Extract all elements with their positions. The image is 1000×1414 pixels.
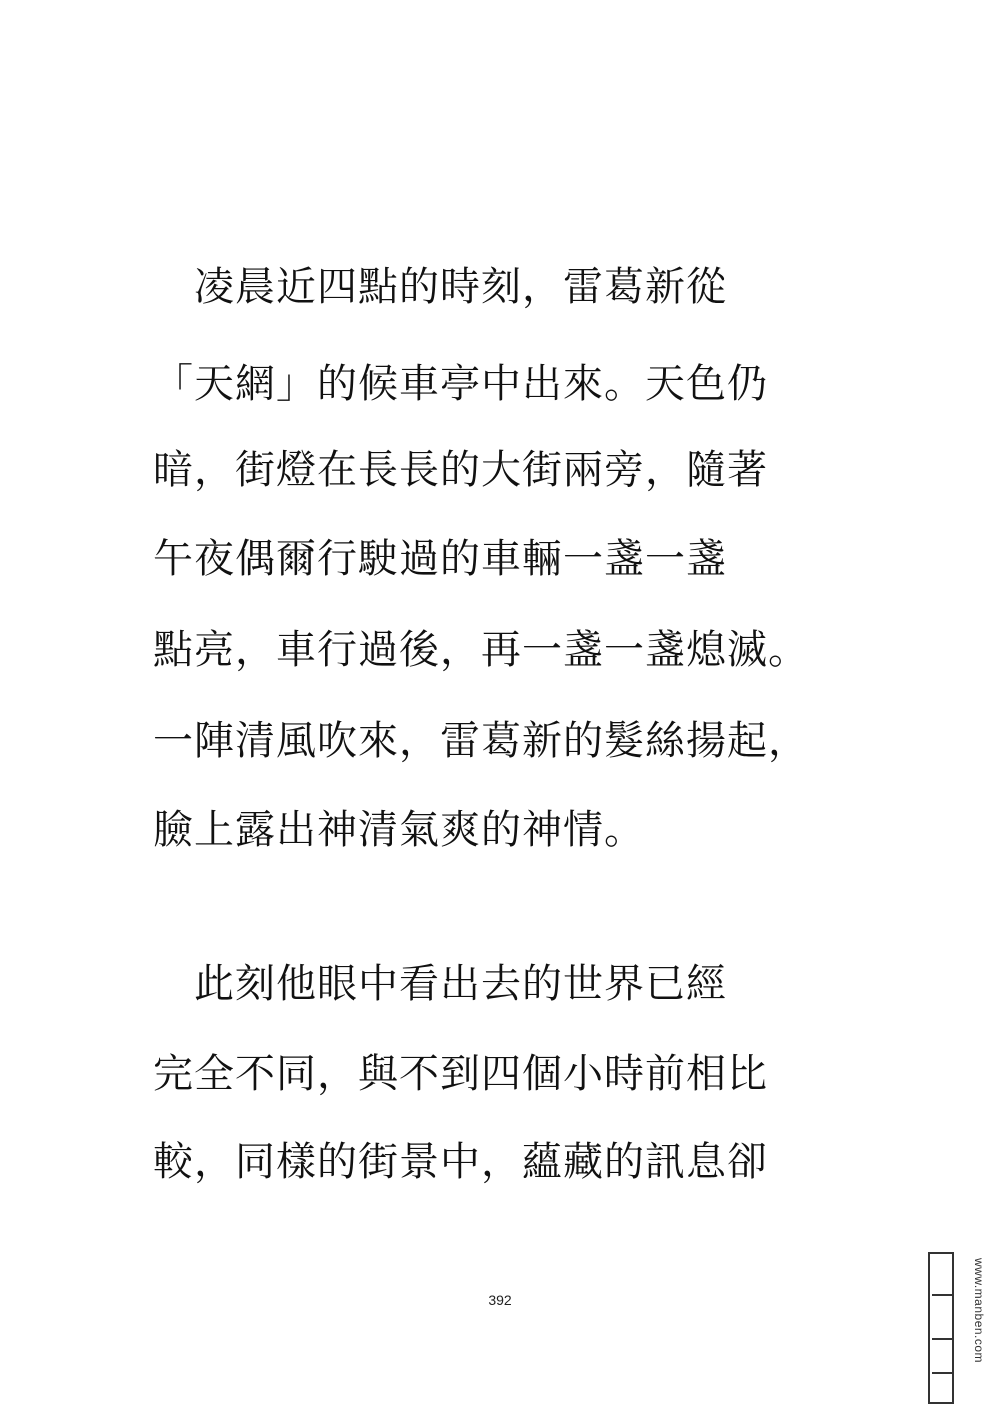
text-line: 較，同樣的街景中，蘊藏的訊息卻 xyxy=(153,1139,768,1185)
text-line: 此刻他眼中看出去的世界已經 xyxy=(153,961,727,1007)
text-line: 暗，街燈在長長的大街兩旁，隨著 xyxy=(153,447,768,493)
text-line: 「天網」的候車亭中出來。天色仍 xyxy=(153,361,768,407)
text-line: 完全不同，與不到四個小時前相比 xyxy=(153,1051,768,1097)
text-line: 午夜偶爾行駛過的車輛一盞一盞 xyxy=(153,536,727,582)
text-line: 臉上露出神清氣爽的神情。 xyxy=(153,807,645,853)
text-line: 一陣清風吹來，雷葛新的髮絲揚起， xyxy=(153,718,809,764)
text-line: 點亮，車行過後，再一盞一盞熄滅。 xyxy=(153,627,809,673)
text-line: 凌晨近四點的時刻，雷葛新從 xyxy=(153,264,727,310)
page-number: 392 xyxy=(488,1292,512,1308)
watermark-logo xyxy=(928,1252,990,1404)
watermark-site: www.manben.com xyxy=(972,1258,986,1364)
manben-logo-icon xyxy=(928,1252,954,1404)
